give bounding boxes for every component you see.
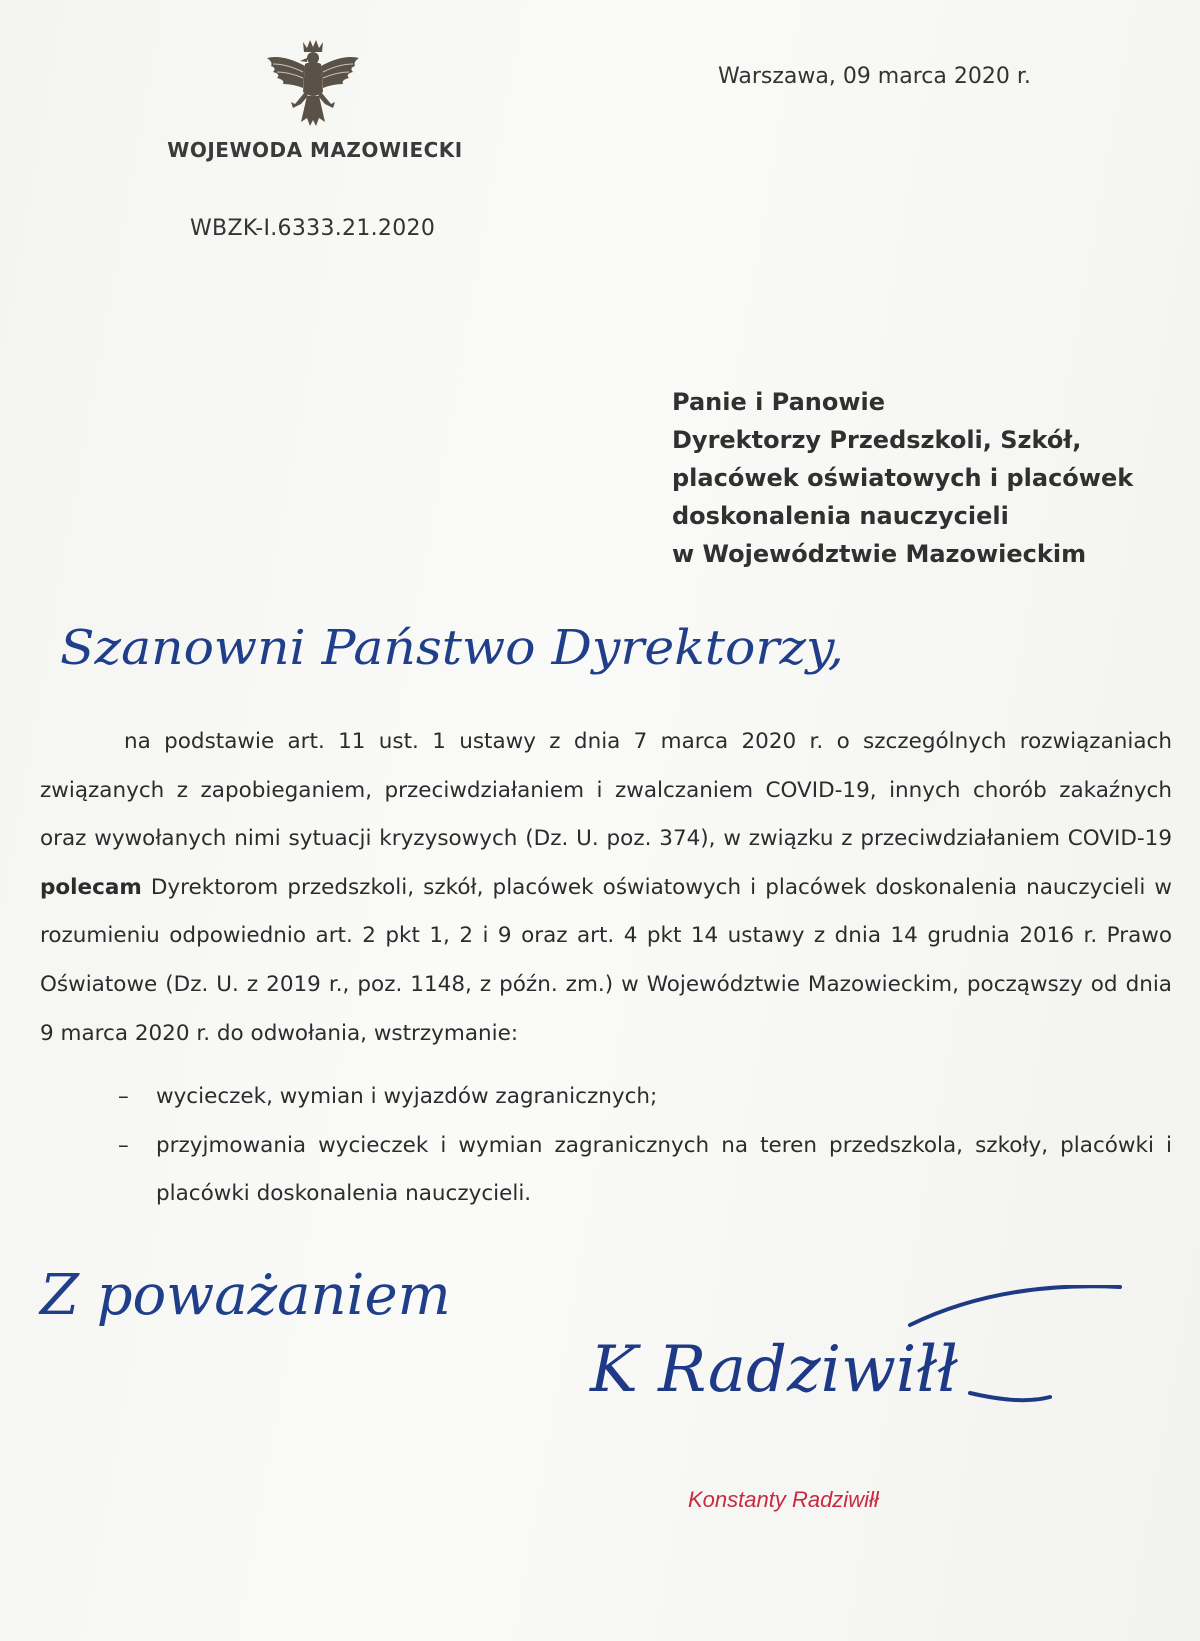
letter-body — [40, 718, 1172, 1058]
addressee-line: Dyrektorzy Przedszkoli, Szkół, — [672, 426, 1082, 454]
body-text-bold: polecam — [40, 874, 142, 900]
addressee-line: placówek oświatowych i placówek — [672, 464, 1134, 492]
body-text-after-bold: Dyrektorom przedszkoli, szkół, placówek oświatowych i placówek doskonalenia nauczycieli w rozumieniu odpowiednio art. 2 pkt 1, 2 i 9 oraz art. 4 pkt 14 ustawy z dnia 14 grudnia 2016 r. Prawo Oświatowe (Dz. U. z 2019 r., poz. 1148, z późn. zm.) w Województwie Mazowieckim, począwszy od dnia 9 marca 2020 r. do odwołania, wstrzymanie: — [40, 874, 1172, 1046]
bullet-text: przyjmowania wycieczek i wymian zagranicznych na teren przedszkola, szkoły, placówki i placówki doskonalenia nauczycieli. — [156, 1132, 1172, 1207]
addressee-line: doskonalenia nauczycieli — [672, 502, 1009, 530]
place-date: Warszawa, 09 marca 2020 r. — [718, 64, 1031, 89]
handwritten-closing — [30, 1255, 590, 1405]
addressee-line: w Województwie Mazowieckim — [672, 540, 1087, 568]
office-name: WOJEWODA MAZOWIECKI — [167, 138, 463, 162]
bullet-dash: – — [118, 1132, 129, 1158]
salutation-text: Szanowni Państwo Dyrektorzy, — [60, 620, 844, 676]
handwritten-salutation — [60, 600, 980, 710]
signatory-name: Konstanty Radziwiłł — [688, 1487, 879, 1512]
body-text-before-bold: na podstawie art. 11 ust. 1 ustawy z dnia 7 marca 2020 r. o szczególnych rozwiązaniach związanych z zapobieganiem, przeciwdziałaniem i zwalczaniem COVID-19, innych chorób zakaźnych oraz wywołanych nimi sytuacji kryzysowych (Dz. U. poz. 374), w związku z przeciwdziałaniem COVID-19 — [40, 729, 1172, 852]
addressee-line: Panie i Panowie — [672, 388, 886, 416]
reference-number: WBZK-I.6333.21.2020 — [190, 216, 436, 241]
body-paragraph — [40, 718, 1172, 1058]
list-item — [118, 1073, 1172, 1122]
list-item — [118, 1122, 1172, 1219]
signature — [580, 1285, 1180, 1455]
polish-eagle-emblem-icon — [263, 38, 363, 130]
bullet-list — [118, 1073, 1172, 1219]
closing-text: Z poważaniem — [40, 1263, 451, 1328]
bullet-text: wycieczek, wymian i wyjazdów zagranicznych; — [156, 1084, 658, 1109]
addressee-block — [672, 383, 1172, 573]
signature-handwriting: K Radziwiłł — [590, 1333, 958, 1407]
bullet-dash: – — [118, 1084, 129, 1109]
